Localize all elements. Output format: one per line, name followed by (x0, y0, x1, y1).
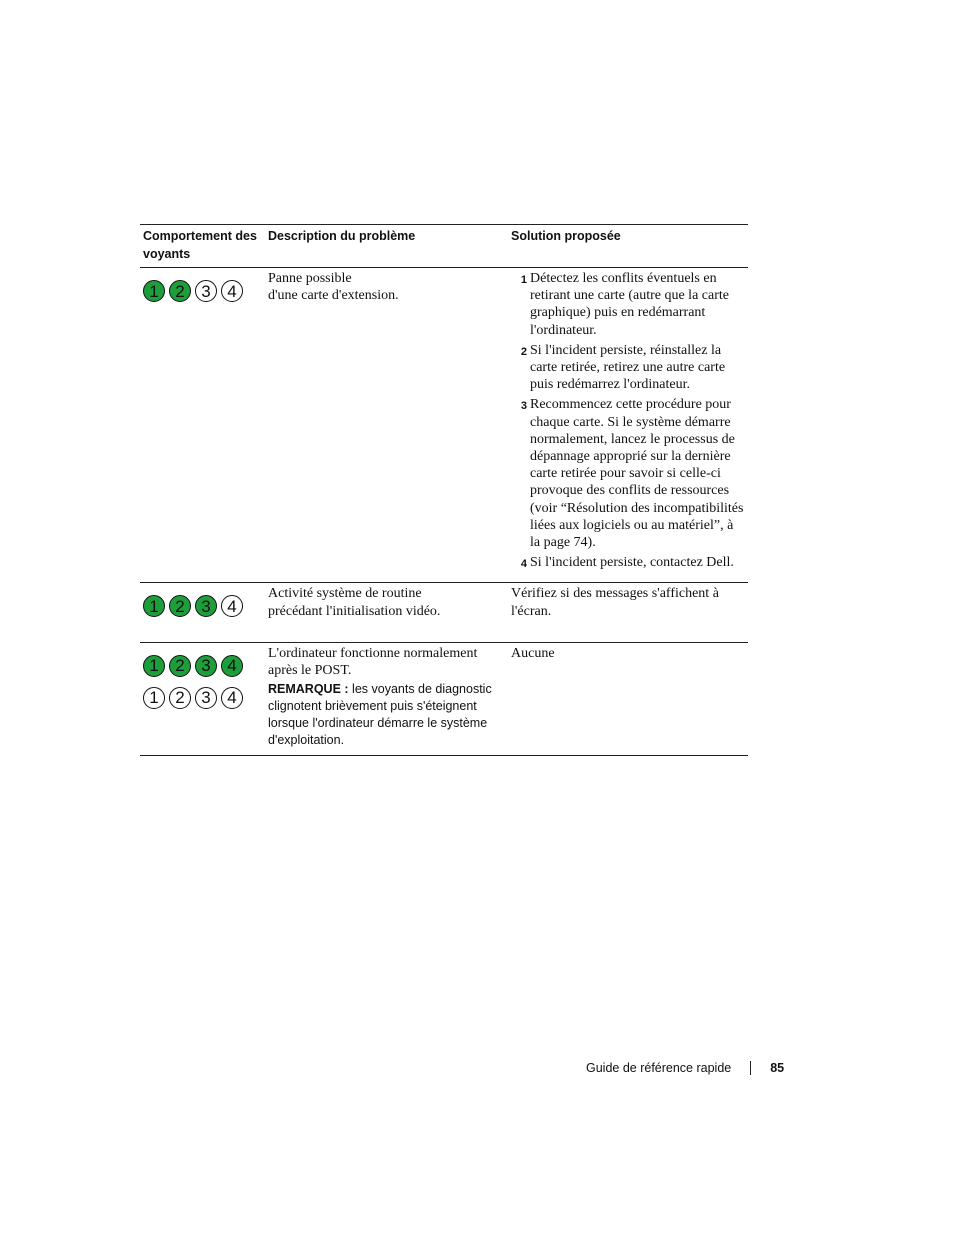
description-line: L'ordinateur fonctionne normalement (268, 645, 478, 661)
led-3-icon: 3 (195, 655, 217, 677)
light-pattern-cell (140, 268, 265, 583)
led-group (143, 595, 262, 617)
led-4-icon: 4 (221, 687, 243, 709)
led-4-icon: 4 (221, 655, 243, 677)
step-number: 2 (520, 345, 527, 358)
solution-cell (508, 268, 748, 583)
led-3-icon: 3 (195, 595, 217, 617)
light-pattern-cell (140, 583, 265, 642)
light-pattern-cell (140, 642, 265, 755)
page-footer (586, 1061, 784, 1075)
solution-step (511, 554, 745, 573)
table-row (140, 583, 748, 642)
problem-description-cell (265, 268, 508, 583)
note-label: REMARQUE : (268, 682, 349, 697)
solution-cell (508, 642, 748, 755)
page-number: 85 (770, 1061, 785, 1075)
table-header-row (140, 225, 748, 268)
solution-step (511, 396, 745, 551)
diagnostic-lights-table (140, 224, 748, 756)
step-number: 3 (520, 400, 527, 413)
led-group (143, 687, 262, 709)
led-2-icon: 2 (169, 655, 191, 677)
led-2-icon: 2 (169, 280, 191, 302)
solution-step (511, 342, 745, 394)
footer-title: Guide de référence rapide (586, 1061, 732, 1075)
description-line: Activité système de routine (268, 586, 422, 602)
led-1-icon: 1 (143, 655, 165, 677)
header-problem-description: Description du problème (265, 225, 508, 268)
led-2-icon: 2 (169, 595, 191, 617)
led-4-icon: 4 (221, 595, 243, 617)
step-text: Si l'incident persiste, contactez Dell. (530, 555, 734, 571)
note-text: les voyants de diagnostic clignotent brièvement puis s'éteignent lorsque l'ordinateur démarre le système d'exploitation. (268, 682, 492, 748)
note (268, 681, 505, 749)
solution-text: Aucune (511, 645, 555, 661)
led-1-icon: 1 (143, 687, 165, 709)
description-line: après le POST. (268, 663, 352, 679)
table-row (140, 268, 748, 583)
led-group (143, 280, 262, 302)
description-line: Panne possible (268, 271, 352, 286)
led-2-icon: 2 (169, 687, 191, 709)
table-row (140, 642, 748, 755)
problem-description-cell (265, 583, 508, 642)
description-line: précédant l'initialisation vidéo. (268, 603, 441, 619)
solution-steps (511, 270, 745, 573)
solution-step (511, 270, 745, 339)
step-text: Recommencez cette procédure pour chaque carte. Si le système démarre normalement, lancez le processus de dépannage approprié sur la dernière carte retirée pour savoir si celle-ci provoque des conflits de ressources (voir “Résolution des incompatibilités liées aux logiciels ou au matériel”, à la page 74). (530, 397, 744, 551)
led-3-icon: 3 (195, 280, 217, 302)
led-group (143, 655, 262, 677)
footer-divider (750, 1061, 751, 1075)
description-line: d'une carte d'extension. (268, 288, 399, 304)
led-3-icon: 3 (195, 687, 217, 709)
step-text: Si l'incident persiste, réinstallez la carte retirée, retirez une autre carte puis redémarrez l'ordinateur. (530, 342, 726, 393)
problem-description-cell (265, 642, 508, 755)
header-suggested-solution: Solution proposée (508, 225, 748, 268)
led-1-icon: 1 (143, 280, 165, 302)
step-number: 4 (520, 558, 527, 571)
solution-cell (508, 583, 748, 642)
led-4-icon: 4 (221, 280, 243, 302)
step-text: Détectez les conflits éventuels en retirant une carte (autre que la carte graphique) puis en redémarrant l'ordinateur. (530, 271, 729, 338)
solution-text: Vérifiez si des messages s'affichent à l'écran. (511, 586, 719, 619)
step-number: 1 (520, 274, 527, 286)
led-1-icon: 1 (143, 595, 165, 617)
header-light-behavior: Comportement des voyants (140, 225, 265, 268)
